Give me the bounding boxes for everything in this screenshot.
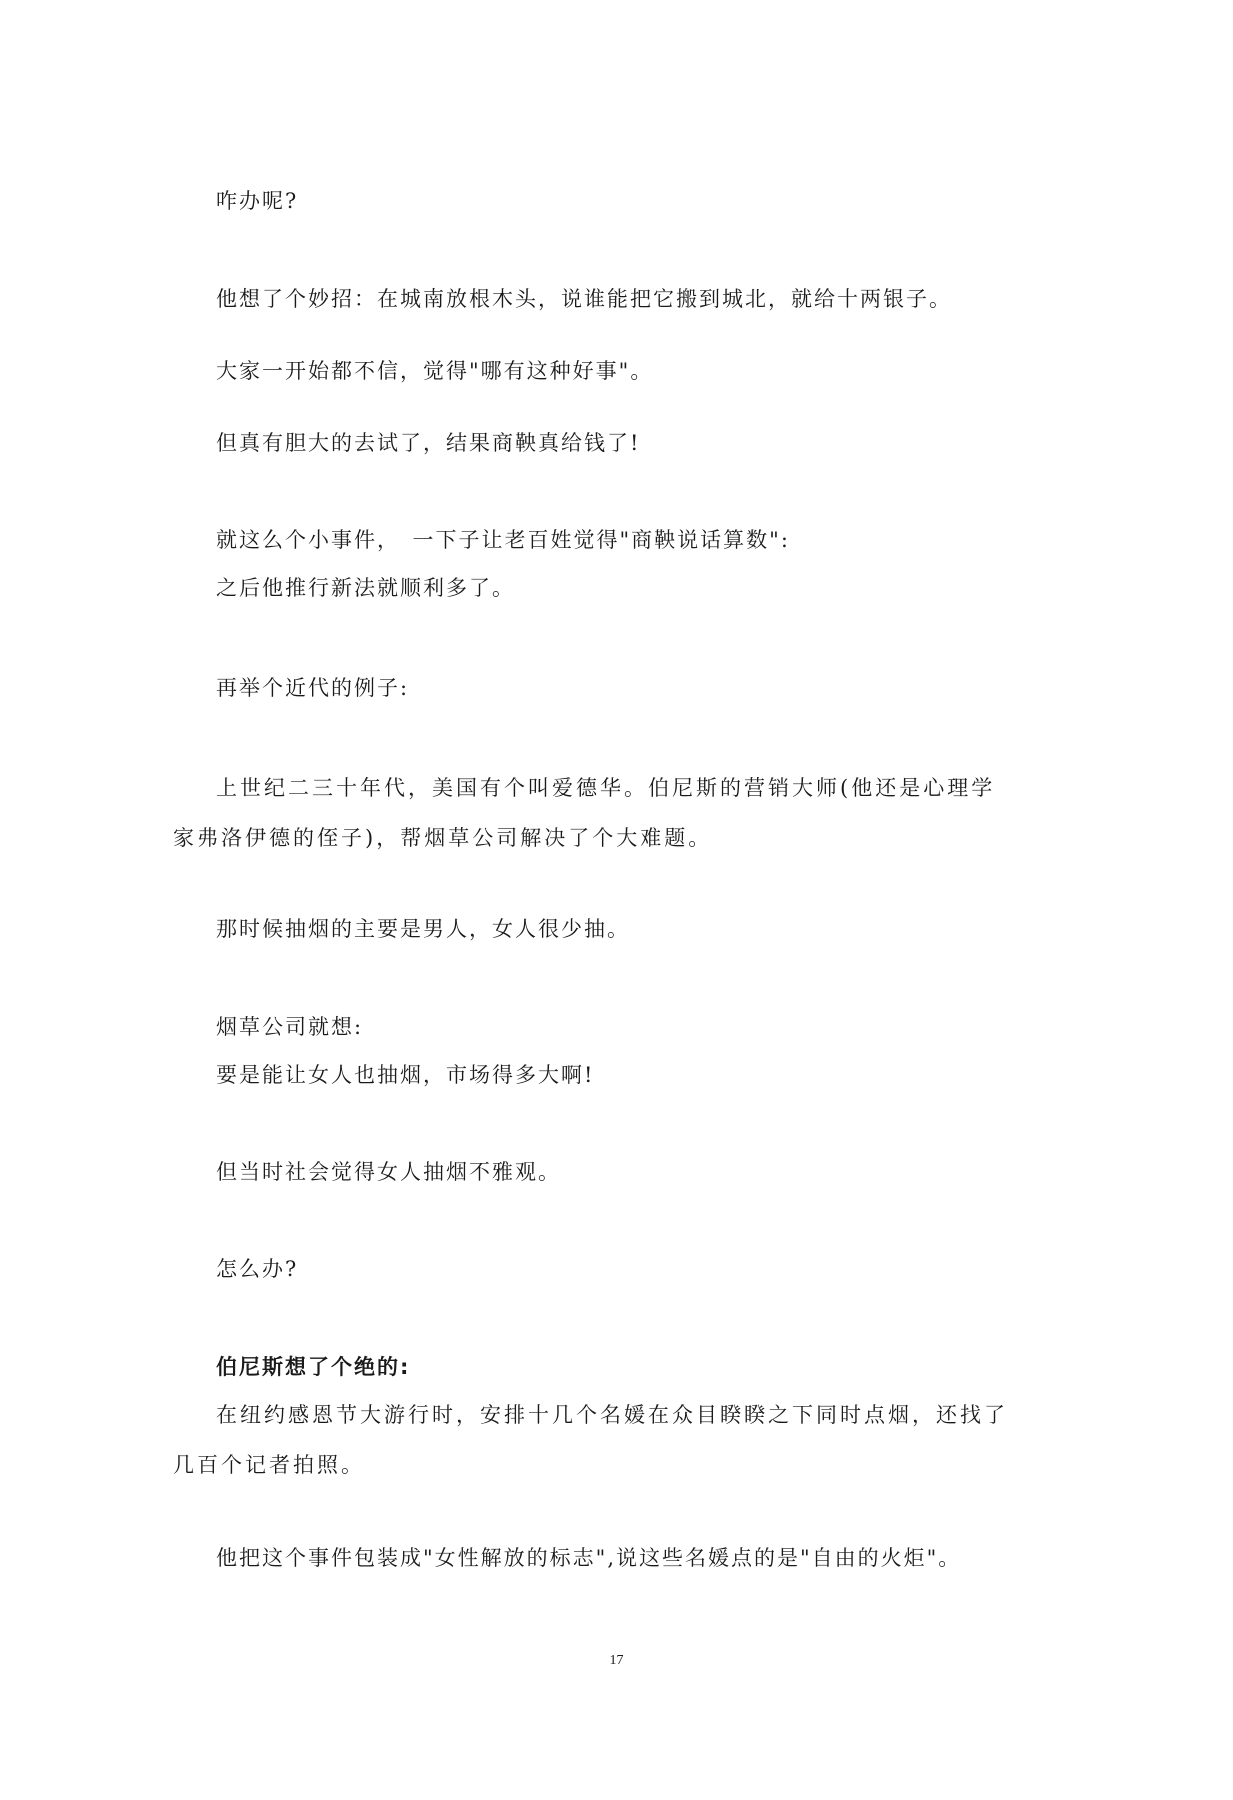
- paragraph-bu-yaguan: 但当时社会觉得女人抽烟不雅观。: [216, 1160, 561, 1184]
- paragraph-nanren-chouyan: 那时候抽烟的主要是男人，女人很少抽。: [216, 917, 630, 941]
- paragraph-ziyou-huoju: 他把这个事件包装成"女性解放的标志",说这些名媛点的是"自由的火炬"。: [216, 1546, 962, 1570]
- paragraph-jindai-lizi: 再举个近代的例子:: [216, 676, 410, 700]
- paragraph-bernays-intro: 上世纪二三十年代，美国有个叫爱德华。伯尼斯的营销大师(他还是心理学家弗洛伊德的侄子)，帮烟草公司解决了个大难题。: [173, 776, 996, 850]
- paragraph-xiao-shijian: 就这么个小事件， 一下子让老百姓觉得"商鞅说话算数":: [216, 528, 790, 552]
- paragraph-xin-fa: 之后他推行新法就顺利多了。: [216, 576, 515, 600]
- paragraph-gei-qian: 但真有胆大的去试了，结果商鞅真给钱了!: [216, 431, 641, 455]
- paragraph-ganen-jie: 在纽约感恩节大游行时，安排十几个名媛在众目睽睽之下同时点烟，还找了几百个记者拍照。: [173, 1403, 1008, 1477]
- paragraph-zenme-ban: 咋办呢?: [216, 189, 299, 213]
- paragraph-yancao-gongsi: 烟草公司就想:: [216, 1015, 364, 1039]
- paragraph-zenme-ban-2: 怎么办?: [216, 1257, 299, 1281]
- paragraph-miao-zhao: 他想了个妙招：在城南放根木头，说谁能把它搬到城北，就给十两银子。: [216, 287, 952, 311]
- paragraph-bu-xin: 大家一开始都不信，觉得"哪有这种好事"。: [216, 359, 654, 383]
- paragraph-jue-de: 伯尼斯想了个绝的:: [216, 1355, 411, 1379]
- paragraph-shichang: 要是能让女人也抽烟，市场得多大啊!: [216, 1063, 595, 1087]
- page-number: 17: [609, 1653, 624, 1668]
